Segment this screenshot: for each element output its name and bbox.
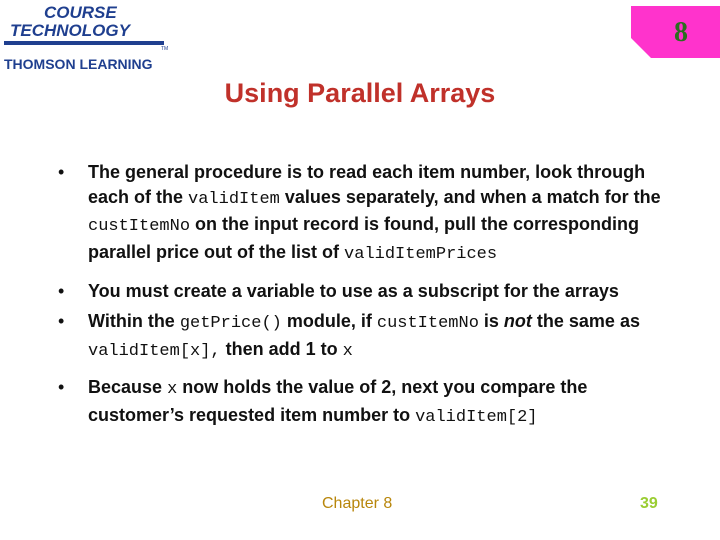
bullet-text: The general procedure is to read each item number, look through each of the — [88, 162, 646, 207]
code-text: validItem[x], — [88, 341, 221, 361]
footer-page-number: 39 — [640, 495, 658, 512]
bullet-item — [58, 279, 678, 304]
bullet-item — [58, 309, 678, 364]
bullet-dot: • — [58, 281, 65, 302]
bullet-dot: • — [58, 377, 65, 398]
chapter-badge-number: 8 — [674, 17, 688, 48]
bullet-item — [58, 160, 678, 267]
code-text: validItemPrices — [344, 244, 498, 264]
bullet-list — [58, 160, 678, 430]
code-text: custItemNo — [88, 217, 191, 237]
logo-line-technology: TECHNOLOGY — [10, 21, 130, 40]
code-text: x — [342, 341, 353, 361]
slide-title: Using Parallel Arrays — [224, 78, 496, 108]
bullet-text: Within the — [88, 310, 180, 331]
logo-trademark: TM — [161, 46, 169, 52]
bullet-text: now holds the value of 2, next you compare the customer’s requested item number to — [88, 377, 588, 425]
bullet-dot: • — [58, 162, 65, 182]
bullet-dot: • — [58, 310, 65, 331]
bullet-text: Because — [88, 377, 168, 398]
bullet-text: values separately, and when a match for the — [279, 186, 661, 207]
logo-line-thomson: THOMSON LEARNING — [4, 56, 153, 72]
footer-chapter-label: Chapter 8 — [322, 495, 393, 512]
code-text: validItem — [188, 189, 280, 209]
code-text: validItem[2] — [415, 407, 538, 427]
bullet-text: module, if — [281, 310, 377, 331]
bullet-text: You must create a variable to use as a subscript for the arrays — [88, 281, 619, 302]
code-text: getPrice() — [179, 313, 282, 333]
emphasis-text: not — [503, 310, 532, 331]
publisher-logo — [2, 2, 177, 74]
bullet-item — [58, 375, 678, 430]
bullet-text: is — [478, 310, 504, 331]
code-text: x — [167, 380, 178, 400]
logo-line-course: COURSE — [44, 3, 117, 22]
bullet-text: on the input record is found, pull the corresponding parallel price out of the list of — [88, 214, 640, 262]
bullet-text: then add 1 to — [220, 338, 343, 359]
bullet-text: the same as — [531, 310, 640, 331]
chapter-badge — [631, 6, 720, 58]
code-text: custItemNo — [376, 313, 479, 333]
